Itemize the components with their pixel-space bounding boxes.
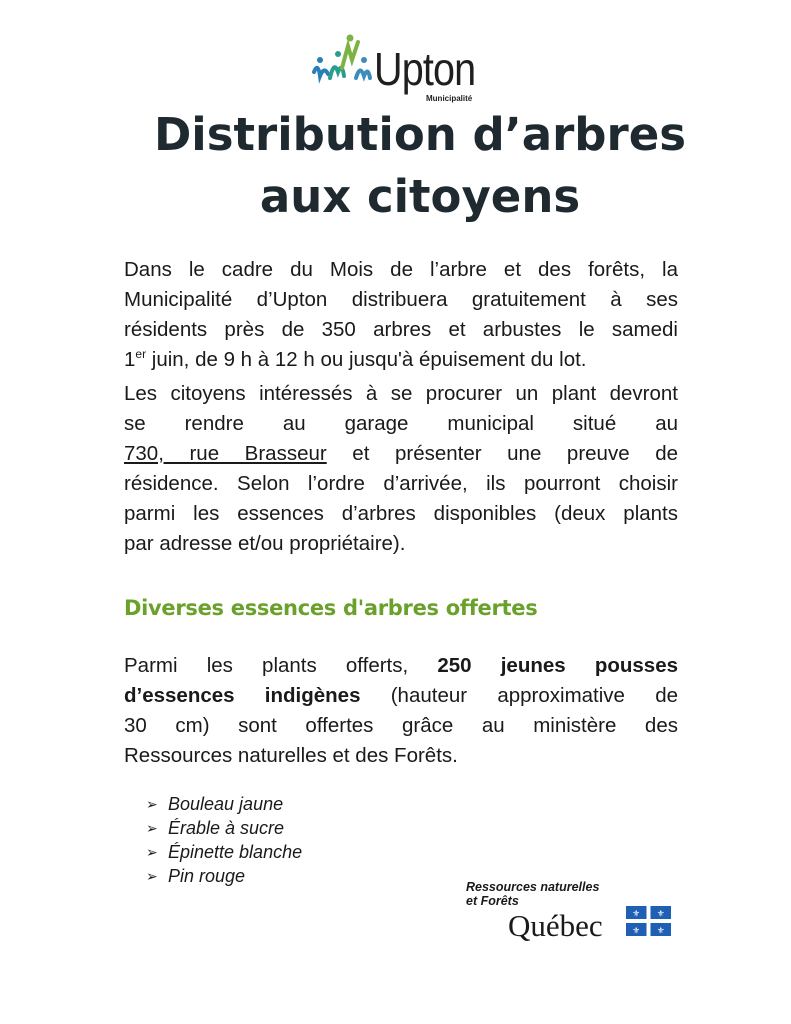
pickup-line-2: se rendre au garage municipal situé au	[124, 412, 678, 435]
species-paragraph	[124, 651, 678, 771]
pickup-line-4: résidence. Selon l’ordre d’arrivée, ils pourront choisir	[124, 472, 678, 495]
upton-logo	[308, 30, 498, 104]
date-ordinal: er	[135, 347, 147, 362]
pickup-line-3-rest: et présenter une preuve de	[326, 442, 678, 465]
intro-line-3: résidents près de 350 arbres et arbustes le samedi	[124, 318, 678, 341]
quebec-logo	[466, 880, 686, 950]
species-count-bold: 250 jeunes pousses	[437, 654, 678, 677]
species-line-2	[124, 681, 678, 711]
species-line-1-text: Parmi les plants offerts,	[124, 654, 438, 677]
title-line-2: aux citoyens	[259, 170, 581, 223]
intro-line-1: Dans le cadre du Mois de l’arbre et des forêts, la	[124, 258, 678, 281]
pickup-paragraph	[124, 379, 678, 559]
arrow-bullet-icon: ➢	[146, 844, 158, 860]
intro-line-2: Municipalité d’Upton distribuera gratuitement à ses	[124, 288, 678, 311]
svg-text:⚜: ⚜	[632, 926, 641, 936]
species-line-1	[124, 651, 678, 681]
pickup-line-5: parmi les essences d’arbres disponibles (deux plants	[124, 502, 678, 525]
upton-wordmark: Upton	[374, 43, 476, 95]
svg-text:⚜: ⚜	[656, 909, 665, 920]
date-day: 1	[124, 348, 136, 371]
list-item	[146, 840, 302, 864]
pickup-line-6: par adresse et/ou propriétaire).	[124, 532, 406, 555]
species-name: Bouleau jaune	[168, 794, 284, 814]
garage-address-link[interactable]: 730, rue Brasseur	[124, 442, 327, 465]
list-item	[146, 792, 302, 816]
species-name: Pin rouge	[168, 866, 246, 886]
svg-text:⚜: ⚜	[656, 926, 665, 936]
quebec-wordmark: Québec	[508, 908, 603, 943]
arrow-bullet-icon: ➢	[146, 868, 158, 884]
species-line-4: Ressources naturelles et des Forêts.	[124, 744, 458, 767]
quebec-flag-icon	[626, 906, 671, 936]
arrow-bullet-icon: ➢	[146, 820, 158, 836]
upton-subtitle: Municipalité	[426, 94, 473, 103]
quebec-department	[466, 880, 599, 908]
pickup-line-1: Les citoyens intéressés à se procurer un plant devront	[124, 382, 678, 405]
intro-paragraph	[124, 255, 678, 375]
quebec-department-line-2: et Forêts	[466, 894, 519, 908]
intro-line-4	[124, 345, 678, 375]
quebec-department-line-1: Ressources naturelles	[466, 880, 600, 894]
section-heading: Diverses essences d'arbres offertes	[124, 596, 538, 620]
species-line-2-rest: (hauteur approximative de	[360, 684, 678, 707]
svg-text:⚜: ⚜	[632, 909, 641, 920]
species-name: Érable à sucre	[168, 818, 285, 838]
arrow-bullet-icon: ➢	[146, 796, 158, 812]
page-title	[0, 104, 791, 228]
pickup-line-3	[124, 439, 678, 469]
species-list	[146, 792, 302, 888]
list-item	[146, 864, 302, 888]
date-rest: juin, de 9 h à 12 h ou jusqu'à épuisement du lot.	[146, 348, 587, 371]
title-line-1: Distribution d’arbres	[153, 108, 687, 161]
native-species-bold: d’essences indigènes	[124, 684, 361, 707]
list-item	[146, 816, 302, 840]
species-name: Épinette blanche	[168, 842, 303, 862]
species-line-3: 30 cm) sont offertes grâce au ministère des	[124, 714, 678, 737]
